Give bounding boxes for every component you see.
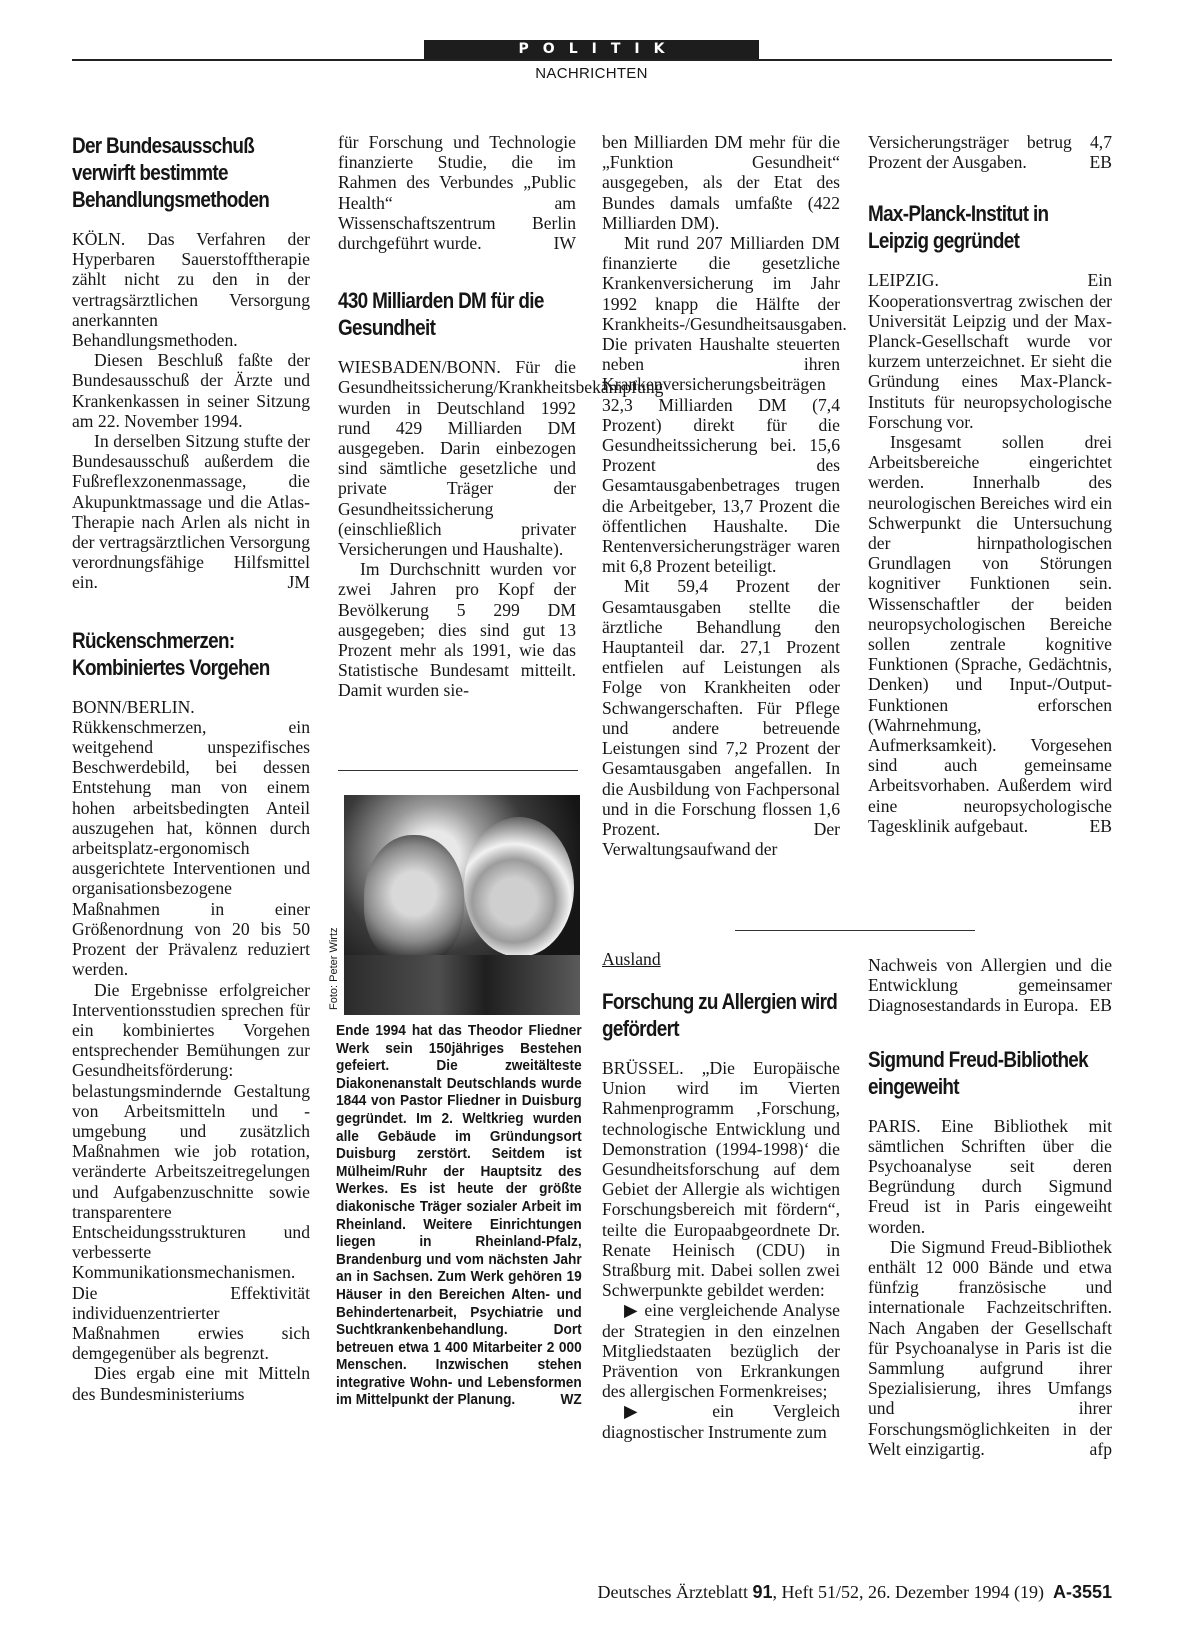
column-1 xyxy=(72,132,310,1404)
article-bundesausschuss xyxy=(72,132,310,593)
page-number: A-3551 xyxy=(1052,1582,1112,1602)
paragraph-text: Die Sigmund Freud-Bibliothek enthält 12 000 Bände und etwa fünfzig französische und internationale Fachzeitschriften. Nach Angaben der Gesellschaft für Psychoanalyse in Paris ist die Sammlung aufgrund ihrer Spezialisierung, ihres Umfangs und ihrer Forschungsmöglichkeiten in der Welt einzigartig. xyxy=(868,1236,1112,1459)
column-4-lower xyxy=(868,955,1112,1459)
headline: Der Bundesausschuß verwirft bestimmte Behandlungsmethoden xyxy=(72,133,270,212)
headline: 430 Milliarden DM für die Gesundheit xyxy=(338,288,544,341)
column-3 xyxy=(602,132,847,860)
journal-name: Deutsches Ärzteblatt xyxy=(597,1582,748,1602)
photo-clothing xyxy=(344,955,580,1015)
column-rule xyxy=(338,770,578,771)
header-rule xyxy=(72,59,1112,61)
author-initials: afp xyxy=(1089,1438,1112,1459)
photo-caption xyxy=(336,1022,582,1409)
column-2 xyxy=(338,132,664,701)
author-initials: EB xyxy=(1089,152,1112,173)
author-initials: JM xyxy=(287,572,310,593)
column-3-lower xyxy=(602,988,840,1442)
section-banner: POLITIK xyxy=(424,40,759,59)
paragraph: WIESBADEN/BONN. Für die Gesundheitssicherung/Krankheitsbekämpfung wurden in Deutschland 1992 rund 429 Milliarden DM ausgegeben. Darin einbezogen sind sämtliche gesetzliche und private Träger der Gesundheitssicherung (einschließlich privater Versicherungen und Haushalte). xyxy=(338,357,664,560)
bullet-item: ▶ ein Vergleich diagnostischer Instrumente zum xyxy=(602,1401,840,1442)
section-label-ausland: Ausland xyxy=(602,949,661,969)
article-milliarden xyxy=(338,287,664,701)
paragraph-text: In derselben Sitzung stufte der Bundesausschuß außerdem die Fußreflexzonenmassage, die Akupunktmassage und die Atlas-Therapie nach Arlen als nicht in der vertragsärztlichen Versorgung verordnungsfähige Hilfsmittel ein. xyxy=(72,431,310,593)
paragraph-text: für Forschung und Technologie finanzierte Studie, die im Rahmen des Verbundes „Public Health“ am Wissenschaftszentrum Berlin durchgeführt wurde. xyxy=(338,132,576,254)
author-initials: IW xyxy=(553,233,576,254)
section-rule xyxy=(735,930,975,931)
paragraph-text: Insgesamt sollen drei Arbeitsbereiche eingerichtet werden. Innerhalb des neurologischen Bereiches wird ein Schwerpunkt die Untersuchung der hirnpathologischen Grundlagen von Störungen kognitiver Funktionen sein. Wissenschaftler der beiden neuropsychologischen Bereiche sollen zentrale kognitive Funktionen (Sprache, Gedächtnis, Denken) und Input-/Output-Funktionen erforschen (Wahrnehmung, Aufmerksamkeit). Vorgesehen sind auch gemeinsame Arbeitsvorhaben. Außerdem wird eine neuropsychologische Tagesklinik aufgebaut. xyxy=(868,432,1112,836)
paragraph xyxy=(868,955,1112,1016)
paragraph: KÖLN. Das Verfahren der Hyperbaren Sauerstofftherapie zählt nicht zu den in der vertragsärztlichen Versorgung anerkannten Behandlungsmethoden. xyxy=(72,229,310,351)
headline: Forschung zu Allergien wird gefördert xyxy=(602,989,838,1041)
headline: Sigmund Freud-Bibliothek eingeweiht xyxy=(868,1046,1088,1099)
paragraph: Diesen Beschluß faßte der Bundesausschuß der Ärzte und Krankenkassen in seiner Sitzung am 22. November 1994. xyxy=(72,350,310,431)
paragraph-text: Versicherungsträger betrug 4,7 Prozent der Ausgaben. xyxy=(868,132,1112,173)
paragraph: Mit rund 207 Milliarden DM finanzierte die gesetzliche Krankenversicherung im Jahr 1992 knapp die Hälfte der Krankheits-/Gesundheitsausgaben. Die privaten Haushalte steuerten neben ihren Krankenversicherungsbeiträgen 32,3 Milliarden DM (7,4 Prozent) direkt für die Gesundheitssicherung bei. 15,6 Prozent des Gesamtausgabenbetrages trugen die Arbeitgeber, 13,7 Prozent die öffentlichen Haushalte. Die Rentenversicherungsträger waren mit 6,8 Prozent beteiligt. xyxy=(602,233,847,577)
author-initials: EB xyxy=(1089,995,1112,1016)
paragraph-text: Nachweis von Allergien und die Entwicklung gemeinsamer Diagnosestandards in Europa. xyxy=(868,955,1112,1016)
photo-face-left xyxy=(364,835,464,965)
column-4 xyxy=(868,132,1112,836)
headline: Rückenschmerzen: Kombiniertes Vorgehen xyxy=(72,627,270,680)
paragraph xyxy=(72,431,310,593)
photo-two-women-laughing xyxy=(344,795,580,1015)
photo-face-right xyxy=(464,817,574,957)
paragraph: BRÜSSEL. „Die Europäische Union wird im Vierten Rahmenprogramm ‚Forschung, technologische Entwicklung und Demonstration (1994-1998)‘ die Gesundheitsforschung auf dem Gebiet der Allergie als wichtigen Forschungsbereich mit fördern“, teilte die Europaabgeordnete Dr. Renate Heinisch (CDU) in Straßburg mit. Dabei sollen zwei Schwerpunkte gebildet werden: xyxy=(602,1058,840,1301)
paragraph: Mit 59,4 Prozent der Gesamtausgaben stellte die ärztliche Behandlung den Hauptanteil dar. 27,1 Prozent entfielen auf Leistungen als Folge von Krankheiten oder Schwangerschaften. Für Pflege und andere betreuende Leistungen sind 7,2 Prozent der Gesamtausgaben angefallen. In die Ausbildung von Fachpersonal und in die Forschung flossen 1,6 Prozent. Der Verwaltungsaufwand der xyxy=(602,576,840,860)
paragraph: LEIPZIG. Ein Kooperationsvertrag zwischen der Universität Leipzig und der Max-Planck-Gesellschaft wurde vor kurzem unterzeichnet. Er sieht die Gründung eines Max-Planck-Instituts für neuropsychologische Forschung vor. xyxy=(868,270,1112,432)
bullet-item: ▶ eine vergleichende Analyse der Strategien in den einzelnen Mitgliedstaaten bezüglich der Prävention von Erkrankungen des allergischen Formenkreises; xyxy=(602,1300,840,1402)
author-initials: EB xyxy=(1089,815,1112,836)
paragraph: Die Ergebnisse erfolgreicher Interventionsstudien sprechen für ein kombiniertes Vorgehen entsprechender Bemühungen zur Gesundheitsförderung: belastungsmindernde Gestaltung von Arbeitsmitteln und -umgebung und zusätzlich Maßnahmen wie job rotation, veränderte Arbeitszeitregelungen und Aufgabenzuschnitte sowie transparentere Entscheidungsstrukturen und verbesserte Kommunikationsmechanismen. Die Effektivität individuenzentrierter Maßnahmen erwies sich demgegenüber als begrenzt. xyxy=(72,979,310,1364)
author-initials: WZ xyxy=(560,1391,582,1409)
article-freud xyxy=(868,1046,1112,1459)
paragraph xyxy=(338,132,576,253)
issue-info: , Heft 51/52, 26. Dezember 1994 (19) xyxy=(772,1582,1044,1602)
volume-number: 91 xyxy=(752,1582,773,1602)
paragraph xyxy=(868,432,1112,836)
caption-text: Ende 1994 hat das Theodor Fliedner Werk sein 150jähriges Bestehen gefeiert. Die zweitälteste Diakonenanstalt Deutschlands wurde 1844 von Pastor Fliedner in Duisburg gegründet. Im 2. Weltkrieg wurden alle Gebäude im Gründungsort Duisburg zerstört. Seitdem ist Mülheim/Ruhr der Hauptsitz des Werkes. Es ist heute der größte diakonische Träger sozialer Arbeit im Rheinland. Weitere Einrichtungen liegen in Rheinland-Pfalz, Brandenburg und vom nächsten Jahr an in Sachsen. Zum Werk gehören 19 Häuser in den Bereichen Alten- und Behindertenarbeit, Psychiatrie und Suchtkrankenbehandlung. Dort betreuen etwa 1 400 Mitarbeiter 2 000 Menschen. Inzwischen stehen integrative Wohn- und Lebensformen im Mittelpunkt der Planung. xyxy=(336,1022,582,1409)
paragraph: PARIS. Eine Bibliothek mit sämtlichen Schriften über die Psychoanalyse seit deren Begründung durch Sigmund Freud ist in Paris eingeweiht worden. xyxy=(868,1115,1112,1237)
subsection-label: NACHRICHTEN xyxy=(535,65,648,82)
paragraph xyxy=(868,1237,1112,1459)
paragraph: Dies ergab eine mit Mitteln des Bundesministeriums xyxy=(72,1363,310,1404)
paragraph: ben Milliarden DM mehr für die „Funktion Gesundheit“ ausgegeben, als der Etat des Bundes damals umfaßte (422 Milliarden DM). xyxy=(602,132,840,233)
paragraph: BONN/BERLIN. Rükkenschmerzen, ein weitgehend unspezifisches Beschwerdebild, bei dessen Entstehung man von einem hohen arbeitsbedingten Anteil auszugehen hat, können durch arbeitsplatz-ergonomisch ausgerichtete Interventionen und organisationsbezogene Maßnahmen in einer Größenordnung von 20 bis 50 Prozent der Prävalenz reduziert werden. xyxy=(72,696,310,980)
headline: Max-Planck-Institut in Leipzig gegründet xyxy=(868,201,1049,254)
article-rueckenschmerzen xyxy=(72,627,310,1404)
photo-credit: Foto: Peter Wirtz xyxy=(328,927,340,1010)
article-maxplanck xyxy=(868,200,1112,836)
paragraph: Im Durchschnitt wurden vor zwei Jahren pro Kopf der Bevölkerung 5 299 DM ausgegeben; dies sind gut 13 Prozent mehr als 1991, wie das Statistische Bundesamt mitteilt. Damit wurden sie- xyxy=(338,559,576,701)
paragraph xyxy=(868,132,1112,172)
page-footer xyxy=(500,1582,1112,1603)
